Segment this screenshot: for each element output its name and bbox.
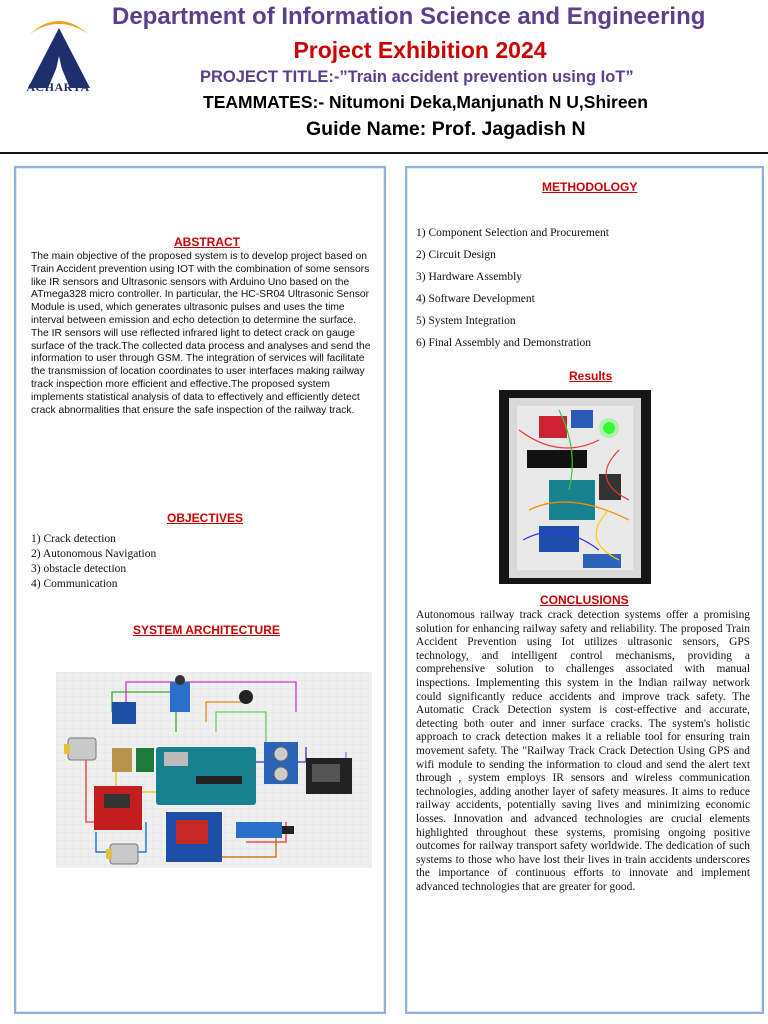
methodology-title: METHODOLOGY xyxy=(542,180,638,194)
list-item: 6) Final Assembly and Demonstration xyxy=(416,337,592,349)
project-title: PROJECT TITLE:-”Train accident prevention using IoT” xyxy=(200,68,634,86)
architecture-title: SYSTEM ARCHITECTURE xyxy=(133,623,280,637)
results-title: Results xyxy=(569,369,613,383)
poster-header xyxy=(0,0,768,152)
conclusions-text: Autonomous railway track crack detection systems offer a promising solution for enhancing railway safety and reliability. The proposed Train Accident Prevention using Iot utilizes ultrasonic sensors, GPS technology, and intelligent control mechanisms, providing a comprehensive solution to challenges associated with manual inspections. Implementing this system in the Indian railway network could significantly reduce accidents and improve track safety. The Automatic Crack Detection system is cost-effective and accurate, detecting both outer and inner surface cracks. The system's holistic approach to crack detection makes it a reliable tool for ensuring train movement safety. The "Railway Track Crack Detection Using GPS and wifi module to sending the information to cloud and send the alert text through , system employs IR sensors and wireless communication technologies, adding another layer of safety measures. It aims to reduce railway accidents, potentially saving lives and minimizing economic losses. Innovation and advanced technologies are crucial elements highlighted throughout these systems, promising ongoing positive outcomes for railway transport safety worldwide. The dedication of such systems to those who have lost their lives in train accidents underscores the importance of continuous efforts to innovate and implement advanced technologies that are greater for good. xyxy=(416,609,750,893)
results-photo xyxy=(499,390,651,584)
system-architecture-diagram xyxy=(56,672,372,868)
department-title: Department of Information Science and Engineering xyxy=(112,3,706,30)
list-item: 5) System Integration xyxy=(416,315,516,327)
header-divider xyxy=(0,152,768,154)
abstract-text: The main objective of the proposed system is to develop project based on Train Accident prevention using IOT with the combination of some sensors like IR sensors and Ultrasonic sensors with Arduino Uno based on the ATmega328 micro controller. In particular, the HC-SR04 Ultrasonic Sensor Module is used, which generates ultrasonic pulses and uses the time interval between emission and echo detection to determine the surface. The IR sensors will use reflected infrared light to detect crack on gauge surface of the track.The collected data process and analyses and send the information to user through GSM. The integration of services will facilitate the transmission of location coordinates to user interfaces making railway track inspection more efficient and effective.The proposed system implements statistical analysis of data to effectively and efficiently detect crack abnormalities that ensure the safe inspection of the railway track. xyxy=(31,251,371,416)
list-item: 4) Software Development xyxy=(416,293,535,305)
logo-text: ACHARYA xyxy=(26,80,90,94)
list-item: 1) Crack detection xyxy=(31,533,116,545)
list-item: 2) Autonomous Navigation xyxy=(31,548,157,560)
objectives-title: OBJECTIVES xyxy=(167,511,244,525)
abstract-title: ABSTRACT xyxy=(174,235,240,249)
teammates: TEAMMATES:- Nitumoni Deka,Manjunath N U,Shireen xyxy=(203,92,648,112)
right-panel xyxy=(405,166,764,1014)
list-item: 4) Communication xyxy=(31,578,118,590)
left-panel xyxy=(14,166,386,1014)
list-item: 3) obstacle detection xyxy=(31,563,127,575)
list-item: 1) Component Selection and Procurement xyxy=(416,227,609,239)
guide-name: Guide Name: Prof. Jagadish N xyxy=(306,118,586,140)
objectives-list xyxy=(31,532,156,592)
conclusions-title: CONCLUSIONS xyxy=(540,593,629,607)
list-item: 2) Circuit Design xyxy=(416,249,496,261)
list-item: 3) Hardware Assembly xyxy=(416,271,523,283)
exhibition-title: Project Exhibition 2024 xyxy=(293,37,547,63)
methodology-list xyxy=(416,222,609,354)
